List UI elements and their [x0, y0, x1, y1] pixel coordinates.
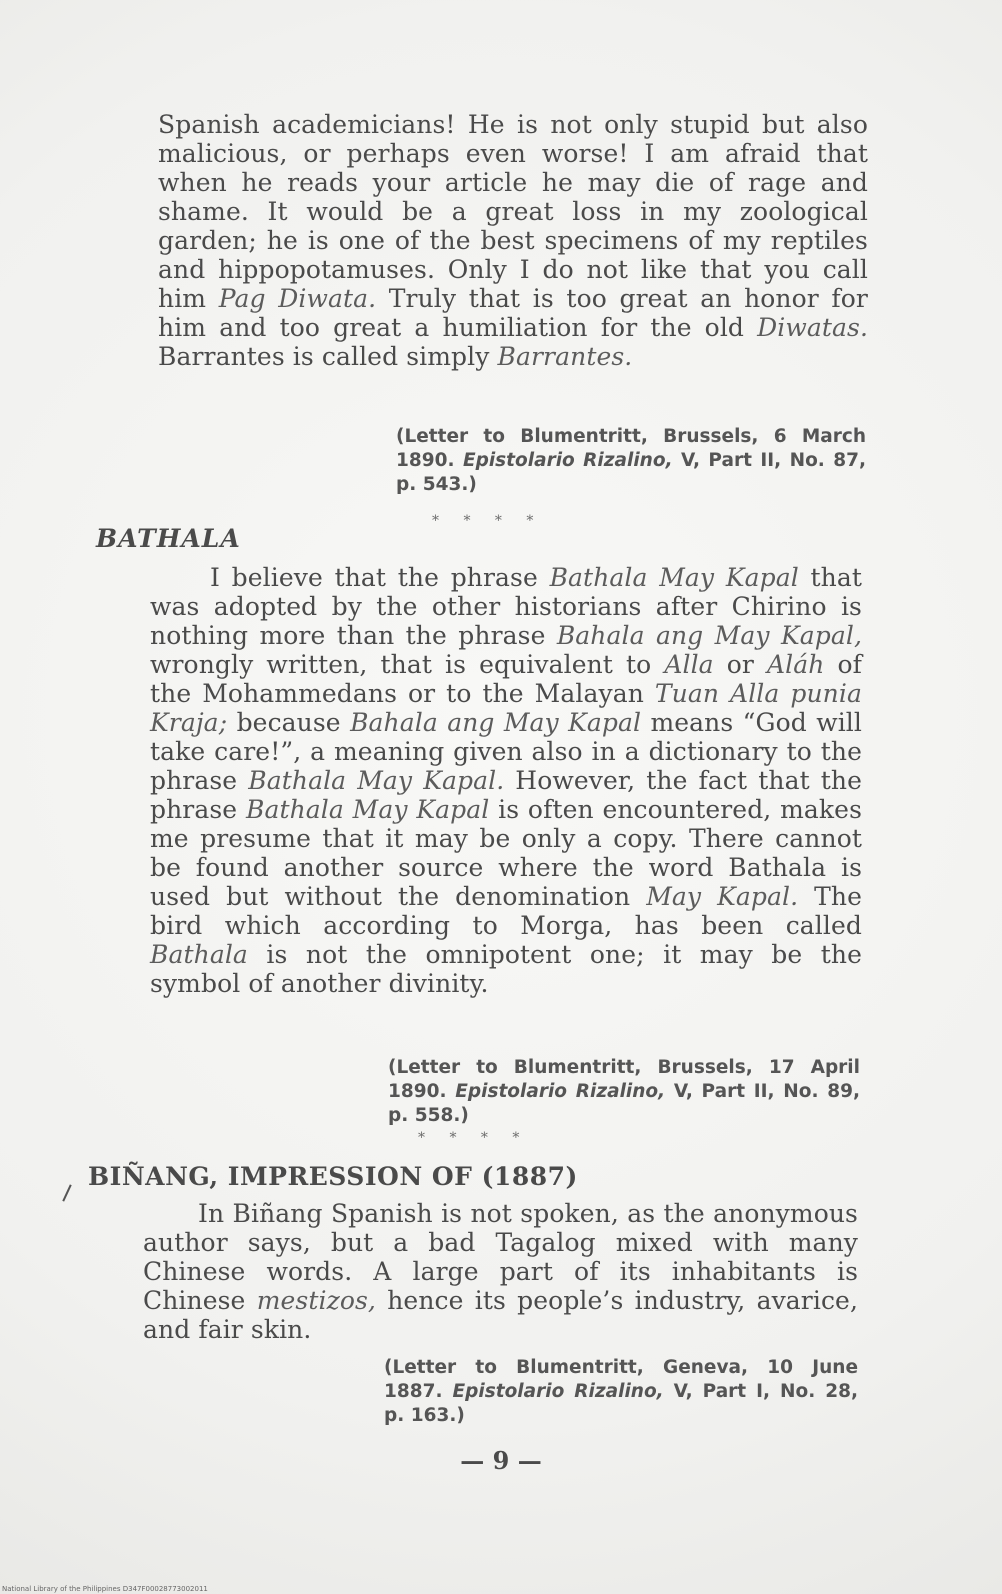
intro-paragraph: Spanish academicians! He is not only stupid but also malicious, or perhaps even worse! I am afraid that when he reads your article he may die of rage and shame. It would be a great loss in my zoological garden; he is one of the best specimens of my reptiles and hippopotamuses. Only I do not like that you call him Pag Diwata. Truly that is too great an honor for him and too great a humiliation for the old Diwatas. Barrantes is called simply Barrantes. — [158, 110, 868, 371]
bathala-citation: (Letter to Blumentritt, Brussels, 17 April 1890. Epistolario Rizalino, V, Part II, No. 89, p. 558.) — [388, 1057, 860, 1126]
footer-source-text: National Library of the Philippines D347F00028773002011 — [2, 1585, 208, 1593]
binang-citation: (Letter to Blumentritt, Geneva, 10 June 1887. Epistolario Rizalino, V, Part I, No. 28, p. 163.) — [384, 1357, 858, 1426]
pencil-mark-icon — [62, 1184, 71, 1201]
section-separator-2: * * * * — [418, 1130, 530, 1146]
section-separator-1: * * * * — [432, 513, 544, 529]
page-number: — 9 — — [460, 1446, 542, 1475]
binang-heading: BIÑANG, IMPRESSION OF (1887) — [88, 1162, 578, 1191]
bathala-paragraph: I believe that the phrase Bathala May Kapal that was adopted by the other historians after Chirino is nothing more than the phrase Bahala ang May Kapal, wrongly written, that is equivalent to Alla or Aláh of the Mohammedans or to the Malayan Tuan Alla punia Kraja; because Bahala ang May Kapal means “God will take care!”, a meaning given also in a dictionary to the phrase Bathala May Kapal. However, the fact that the phrase Bathala May Kapal is often encountered, makes me presume that it may be only a copy. There cannot be found another source where the word Bathala is used but without the denomination May Kapal. The bird which according to Morga, has been called Bathala is not the omnipotent one; it may be the symbol of another divinity. — [150, 563, 863, 998]
bathala-heading: BATHALA — [96, 524, 241, 553]
binang-paragraph: In Biñang Spanish is not spoken, as the anonymous author says, but a bad Tagalog mixed with many Chinese words. A large part of its inhabitants is Chinese mestizos, hence its people’s industry, avarice, and fair skin. — [143, 1199, 858, 1344]
intro-citation: (Letter to Blumentritt, Brussels, 6 March 1890. Epistolario Rizalino, V, Part II, No. 87, p. 543.) — [396, 426, 867, 495]
